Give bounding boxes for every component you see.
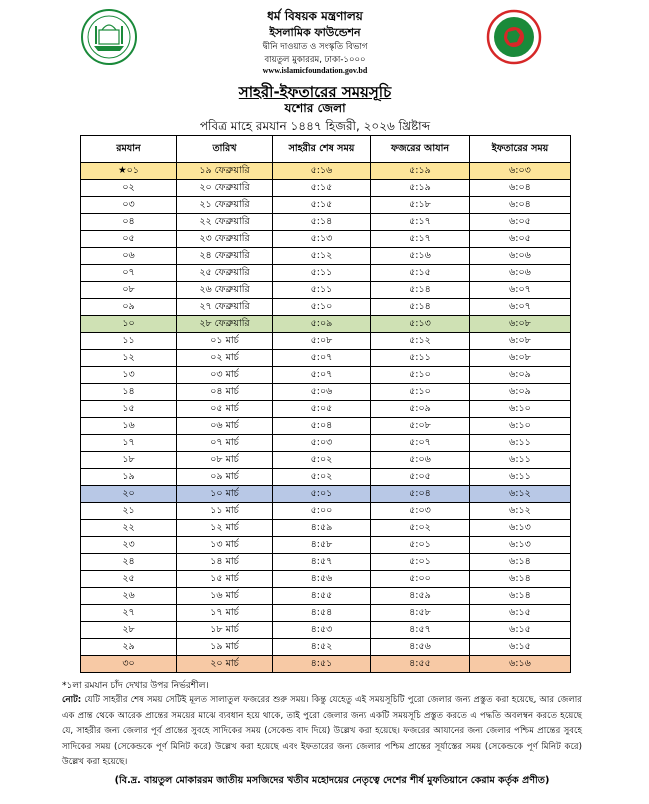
cell-iftar: ৬:০৯ xyxy=(470,367,571,384)
cell-date: ২৬ ফেব্রুয়ারি xyxy=(177,282,273,299)
table-row xyxy=(81,384,571,401)
cell-date: ২৫ ফেব্রুয়ারি xyxy=(177,265,273,282)
cell-ramadan: ০৮ xyxy=(81,282,177,299)
page-title: সাহরী-ইফতারের সময়সূচি xyxy=(238,83,392,101)
cell-sehri: ৫:০৮ xyxy=(273,333,371,350)
cell-iftar: ৬:০৩ xyxy=(470,163,571,180)
cell-date: ২৭ ফেব্রুয়ারি xyxy=(177,299,273,316)
cell-sehri: ৫:১০ xyxy=(273,299,371,316)
cell-sehri: ৫:০৩ xyxy=(273,435,371,452)
table-row xyxy=(81,180,571,197)
cell-fajr: ৫:১৭ xyxy=(371,231,470,248)
cell-sehri: ৫:১৪ xyxy=(273,214,371,231)
cell-fajr: ৪:৫৭ xyxy=(371,622,470,639)
column-header-date: তারিখ xyxy=(177,136,273,163)
cell-fajr: ৪:৫৫ xyxy=(371,656,470,673)
foundation-name: ইসলামিক ফাউন্ডেশন xyxy=(269,26,361,39)
cell-sehri: ৫:১৫ xyxy=(273,197,371,214)
cell-ramadan: ০৪ xyxy=(81,214,177,231)
cell-ramadan: ১৮ xyxy=(81,452,177,469)
cell-ramadan: ০৬ xyxy=(81,248,177,265)
cell-iftar: ৬:১৪ xyxy=(470,571,571,588)
bangladesh-government-seal-icon xyxy=(486,8,542,66)
cell-date: ১২ মার্চ xyxy=(177,520,273,537)
cell-date: ২০ ফেব্রুয়ারি xyxy=(177,180,273,197)
cell-date: ১৬ মার্চ xyxy=(177,588,273,605)
cell-sehri: ৫:০০ xyxy=(273,503,371,520)
cell-ramadan: ১৪ xyxy=(81,384,177,401)
cell-date: ০৫ মার্চ xyxy=(177,401,273,418)
cell-ramadan: ২০ xyxy=(81,486,177,503)
cell-iftar: ৬:০৮ xyxy=(470,316,571,333)
table-header-row xyxy=(81,136,571,163)
cell-sehri: ৪:৫৭ xyxy=(273,554,371,571)
table-row xyxy=(81,401,571,418)
cell-ramadan: ১০ xyxy=(81,316,177,333)
cell-date: ১৯ ফেব্রুয়ারি xyxy=(177,163,273,180)
address: বায়তুল মুকাররম, ঢাকা-১০০০ xyxy=(264,55,366,65)
cell-iftar: ৬:১৫ xyxy=(470,622,571,639)
cell-ramadan: ০৩ xyxy=(81,197,177,214)
cell-fajr: ৫:১৪ xyxy=(371,299,470,316)
cell-ramadan: ২৫ xyxy=(81,571,177,588)
district-name: যশোর জেলা xyxy=(284,101,346,115)
table-row xyxy=(81,214,571,231)
cell-date: ০২ মার্চ xyxy=(177,350,273,367)
cell-fajr: ৫:০১ xyxy=(371,554,470,571)
table-row xyxy=(81,486,571,503)
cell-ramadan: ০৭ xyxy=(81,265,177,282)
cell-sehri: ৫:১৫ xyxy=(273,180,371,197)
cell-iftar: ৬:১৪ xyxy=(470,554,571,571)
cell-date: ১০ মার্চ xyxy=(177,486,273,503)
cell-iftar: ৬:০৫ xyxy=(470,231,571,248)
cell-sehri: ৫:১২ xyxy=(273,248,371,265)
cell-ramadan: ২৩ xyxy=(81,537,177,554)
cell-ramadan: ১৫ xyxy=(81,401,177,418)
cell-date: ১৯ মার্চ xyxy=(177,639,273,656)
table-row xyxy=(81,503,571,520)
cell-sehri: ৪:৫৩ xyxy=(273,622,371,639)
cell-sehri: ৫:১৩ xyxy=(273,231,371,248)
cell-iftar: ৬:১৪ xyxy=(470,588,571,605)
table-row xyxy=(81,163,571,180)
islamic-foundation-logo-icon xyxy=(80,8,138,66)
table-row xyxy=(81,469,571,486)
table-row xyxy=(81,197,571,214)
cell-fajr: ৪:৫৮ xyxy=(371,605,470,622)
cell-date: ২১ ফেব্রুয়ারি xyxy=(177,197,273,214)
cell-date: ১১ মার্চ xyxy=(177,503,273,520)
cell-sehri: ৫:০৭ xyxy=(273,350,371,367)
cell-date: ২৩ ফেব্রুয়ারি xyxy=(177,231,273,248)
cell-ramadan: ১৭ xyxy=(81,435,177,452)
cell-fajr: ৫:০২ xyxy=(371,520,470,537)
cell-date: ০৮ মার্চ xyxy=(177,452,273,469)
cell-fajr: ৪:৫৯ xyxy=(371,588,470,605)
cell-iftar: ৬:১১ xyxy=(470,435,571,452)
cell-fajr: ৫:১০ xyxy=(371,367,470,384)
cell-ramadan: ১৬ xyxy=(81,418,177,435)
cell-sehri: ৫:০১ xyxy=(273,486,371,503)
cell-fajr: ৫:০৫ xyxy=(371,469,470,486)
cell-ramadan: ২৭ xyxy=(81,605,177,622)
table-row xyxy=(81,435,571,452)
cell-fajr: ৫:০১ xyxy=(371,537,470,554)
cell-ramadan: ২৪ xyxy=(81,554,177,571)
cell-ramadan: ০৫ xyxy=(81,231,177,248)
table-row xyxy=(81,639,571,656)
cell-ramadan: ২৬ xyxy=(81,588,177,605)
cell-date: ০৩ মার্চ xyxy=(177,367,273,384)
cell-iftar: ৬:১০ xyxy=(470,418,571,435)
table-row xyxy=(81,367,571,384)
cell-ramadan: ১২ xyxy=(81,350,177,367)
ministry-name: ধর্ম বিষয়ক মন্ত্রণালয় xyxy=(267,9,363,23)
cell-sehri: ৫:০৯ xyxy=(273,316,371,333)
note-text: যেটি সাহরীর শেষ সময় সেটিই মূলত সালাতুল ফজরের শুরু সময়। কিন্তু যেহেতু এই সময়সূচিটি পুরো জেলার জন্য প্রস্তুত করা হয়েছে, আর জেলার এক প্রান্ত থেকে আরেক প্রান্তের সময়ের মাঝে ব্যবধান হয়ে থাকে, তাই পুরো জেলার জন্য একটি সময়সূচি প্রস্তুত করতে এ পদ্ধতি অবলম্বন করতে হয়েছে যে, সাহরীর জন্য জেলার পূর্ব প্রান্তের সুবহে সাদিকের সময় (সেকেন্ড বাদ দিয়ে) উল্লেখ করা হয়েছে। ফজরের আযানের জন্য জেলার পশ্চিম প্রান্তের সুবহে সাদিকের সময় (সেকেন্ডকে পূর্ণ মিনিট করে) উল্লেখ করা হয়েছে এবং ইফতারের জন্য জেলার পশ্চিম প্রান্তের সূর্যাস্তের সময় (সেকেন্ডকে পূর্ণ মিনিট করে) উল্লেখ করা হয়েছে। xyxy=(62,695,582,768)
column-header-ramadan: রমযান xyxy=(81,136,177,163)
cell-sehri: ৪:৫৫ xyxy=(273,588,371,605)
cell-iftar: ৬:০৭ xyxy=(470,299,571,316)
cell-sehri: ৪:৫৪ xyxy=(273,605,371,622)
cell-fajr: ৫:১৯ xyxy=(371,180,470,197)
cell-ramadan: ১৯ xyxy=(81,469,177,486)
cell-iftar: ৬:০৪ xyxy=(470,197,571,214)
cell-iftar: ৬:১২ xyxy=(470,486,571,503)
cell-sehri: ৫:০৫ xyxy=(273,401,371,418)
cell-sehri: ৫:০২ xyxy=(273,469,371,486)
table-row xyxy=(81,418,571,435)
page-subtitle: পবিত্র মাহে রমযান ১৪৪৭ হিজরী, ২০২৬ খ্রিষ্টাব্দ xyxy=(199,119,431,133)
table-row xyxy=(81,265,571,282)
cell-iftar: ৬:১২ xyxy=(470,503,571,520)
cell-ramadan: ২২ xyxy=(81,520,177,537)
column-header-sehri: সাহরীর শেষ সময় xyxy=(273,136,371,163)
cell-fajr: ৫:১৮ xyxy=(371,197,470,214)
table-row xyxy=(81,588,571,605)
cell-ramadan: ★০১ xyxy=(81,163,177,180)
table-row xyxy=(81,452,571,469)
cell-ramadan: ২৮ xyxy=(81,622,177,639)
table-row xyxy=(81,622,571,639)
cell-iftar: ৬:০৭ xyxy=(470,282,571,299)
cell-iftar: ৬:১৩ xyxy=(470,537,571,554)
cell-fajr: ৫:১৯ xyxy=(371,163,470,180)
cell-fajr: ৫:০৩ xyxy=(371,503,470,520)
cell-date: ০৬ মার্চ xyxy=(177,418,273,435)
cell-fajr: ৫:১৪ xyxy=(371,282,470,299)
cell-sehri: ৪:৫২ xyxy=(273,639,371,656)
cell-fajr: ৫:০৯ xyxy=(371,401,470,418)
table-row xyxy=(81,299,571,316)
cell-sehri: ৫:০২ xyxy=(273,452,371,469)
cell-ramadan: ৩০ xyxy=(81,656,177,673)
cell-ramadan: ০২ xyxy=(81,180,177,197)
cell-sehri: ৪:৫১ xyxy=(273,656,371,673)
cell-ramadan: ১১ xyxy=(81,333,177,350)
cell-sehri: ৫:০৭ xyxy=(273,367,371,384)
cell-sehri: ৫:০৪ xyxy=(273,418,371,435)
cell-fajr: ৫:১৭ xyxy=(371,214,470,231)
table-row xyxy=(81,656,571,673)
cell-date: ১৩ মার্চ xyxy=(177,537,273,554)
schedule-table xyxy=(80,135,571,673)
cell-fajr: ৫:১১ xyxy=(371,350,470,367)
cell-date: ০৪ মার্চ xyxy=(177,384,273,401)
table-row xyxy=(81,350,571,367)
schedule-table-body xyxy=(81,163,571,673)
cell-fajr: ৫:১৫ xyxy=(371,265,470,282)
table-row xyxy=(81,571,571,588)
cell-iftar: ৬:১১ xyxy=(470,469,571,486)
cell-ramadan: ১৩ xyxy=(81,367,177,384)
cell-sehri: ৫:০৬ xyxy=(273,384,371,401)
cell-date: ২৪ ফেব্রুয়ারি xyxy=(177,248,273,265)
cell-iftar: ৬:০৪ xyxy=(470,180,571,197)
cell-ramadan: ২১ xyxy=(81,503,177,520)
note-label: নোট: xyxy=(62,695,82,705)
cell-date: ২৮ ফেব্রুয়ারি xyxy=(177,316,273,333)
cell-iftar: ৬:১৩ xyxy=(470,520,571,537)
department-name: দ্বীনি দাওয়াত ও সংস্কৃতি বিভাগ xyxy=(262,42,368,52)
cell-iftar: ৬:১৬ xyxy=(470,656,571,673)
website-link[interactable]: www.islamicfoundation.gov.bd xyxy=(262,66,368,75)
column-header-iftar: ইফতারের সময় xyxy=(470,136,571,163)
cell-date: ২০ মার্চ xyxy=(177,656,273,673)
cell-iftar: ৬:০৬ xyxy=(470,265,571,282)
table-row xyxy=(81,520,571,537)
cell-fajr: ৫:০৬ xyxy=(371,452,470,469)
cell-iftar: ৬:১৫ xyxy=(470,605,571,622)
note-paragraph xyxy=(62,693,582,771)
cell-fajr: ৫:১৬ xyxy=(371,248,470,265)
cell-date: ১৪ মার্চ xyxy=(177,554,273,571)
cell-fajr: ৫:১৩ xyxy=(371,316,470,333)
cell-iftar: ৬:০৫ xyxy=(470,214,571,231)
cell-date: ০৭ মার্চ xyxy=(177,435,273,452)
cell-date: ১৮ মার্চ xyxy=(177,622,273,639)
cell-sehri: ৪:৫৮ xyxy=(273,537,371,554)
table-row xyxy=(81,282,571,299)
credit-line: (বি.দ্র. বায়তুল মোকাররম জাতীয় মসজিদের খতীব মহোদয়ের নেতৃত্বে দেশের শীর্ষ মুফতিয়ানে কেরাম কর্তৃক প্রণীত) xyxy=(114,775,550,786)
cell-date: ০১ মার্চ xyxy=(177,333,273,350)
cell-fajr: ৫:০৮ xyxy=(371,418,470,435)
cell-date: ১৭ মার্চ xyxy=(177,605,273,622)
cell-iftar: ৬:০৬ xyxy=(470,248,571,265)
cell-ramadan: ২৯ xyxy=(81,639,177,656)
cell-sehri: ৪:৫৯ xyxy=(273,520,371,537)
cell-iftar: ৬:১৫ xyxy=(470,639,571,656)
column-header-fajr: ফজরের আযান xyxy=(371,136,470,163)
cell-fajr: ৫:০৭ xyxy=(371,435,470,452)
table-row xyxy=(81,537,571,554)
cell-iftar: ৬:১১ xyxy=(470,452,571,469)
cell-iftar: ৬:০৮ xyxy=(470,350,571,367)
cell-sehri: ৫:১১ xyxy=(273,282,371,299)
cell-iftar: ৬:০৯ xyxy=(470,384,571,401)
cell-date: ২২ ফেব্রুয়ারি xyxy=(177,214,273,231)
footnote: *১লা রমযান চাঁদ দেখার উপর নির্ভরশীল। xyxy=(62,681,209,691)
table-row xyxy=(81,231,571,248)
cell-sehri: ৫:১৬ xyxy=(273,163,371,180)
cell-fajr: ৫:১২ xyxy=(371,333,470,350)
table-row xyxy=(81,554,571,571)
cell-fajr: ৪:৫৬ xyxy=(371,639,470,656)
table-row xyxy=(81,248,571,265)
cell-ramadan: ০৯ xyxy=(81,299,177,316)
cell-iftar: ৬:০৮ xyxy=(470,333,571,350)
cell-date: ০৯ মার্চ xyxy=(177,469,273,486)
cell-sehri: ৪:৫৬ xyxy=(273,571,371,588)
table-row xyxy=(81,605,571,622)
cell-fajr: ৫:১০ xyxy=(371,384,470,401)
cell-date: ১৫ মার্চ xyxy=(177,571,273,588)
table-row xyxy=(81,316,571,333)
table-row xyxy=(81,333,571,350)
cell-fajr: ৫:০০ xyxy=(371,571,470,588)
cell-fajr: ৫:০৪ xyxy=(371,486,470,503)
cell-iftar: ৬:১০ xyxy=(470,401,571,418)
cell-sehri: ৫:১১ xyxy=(273,265,371,282)
